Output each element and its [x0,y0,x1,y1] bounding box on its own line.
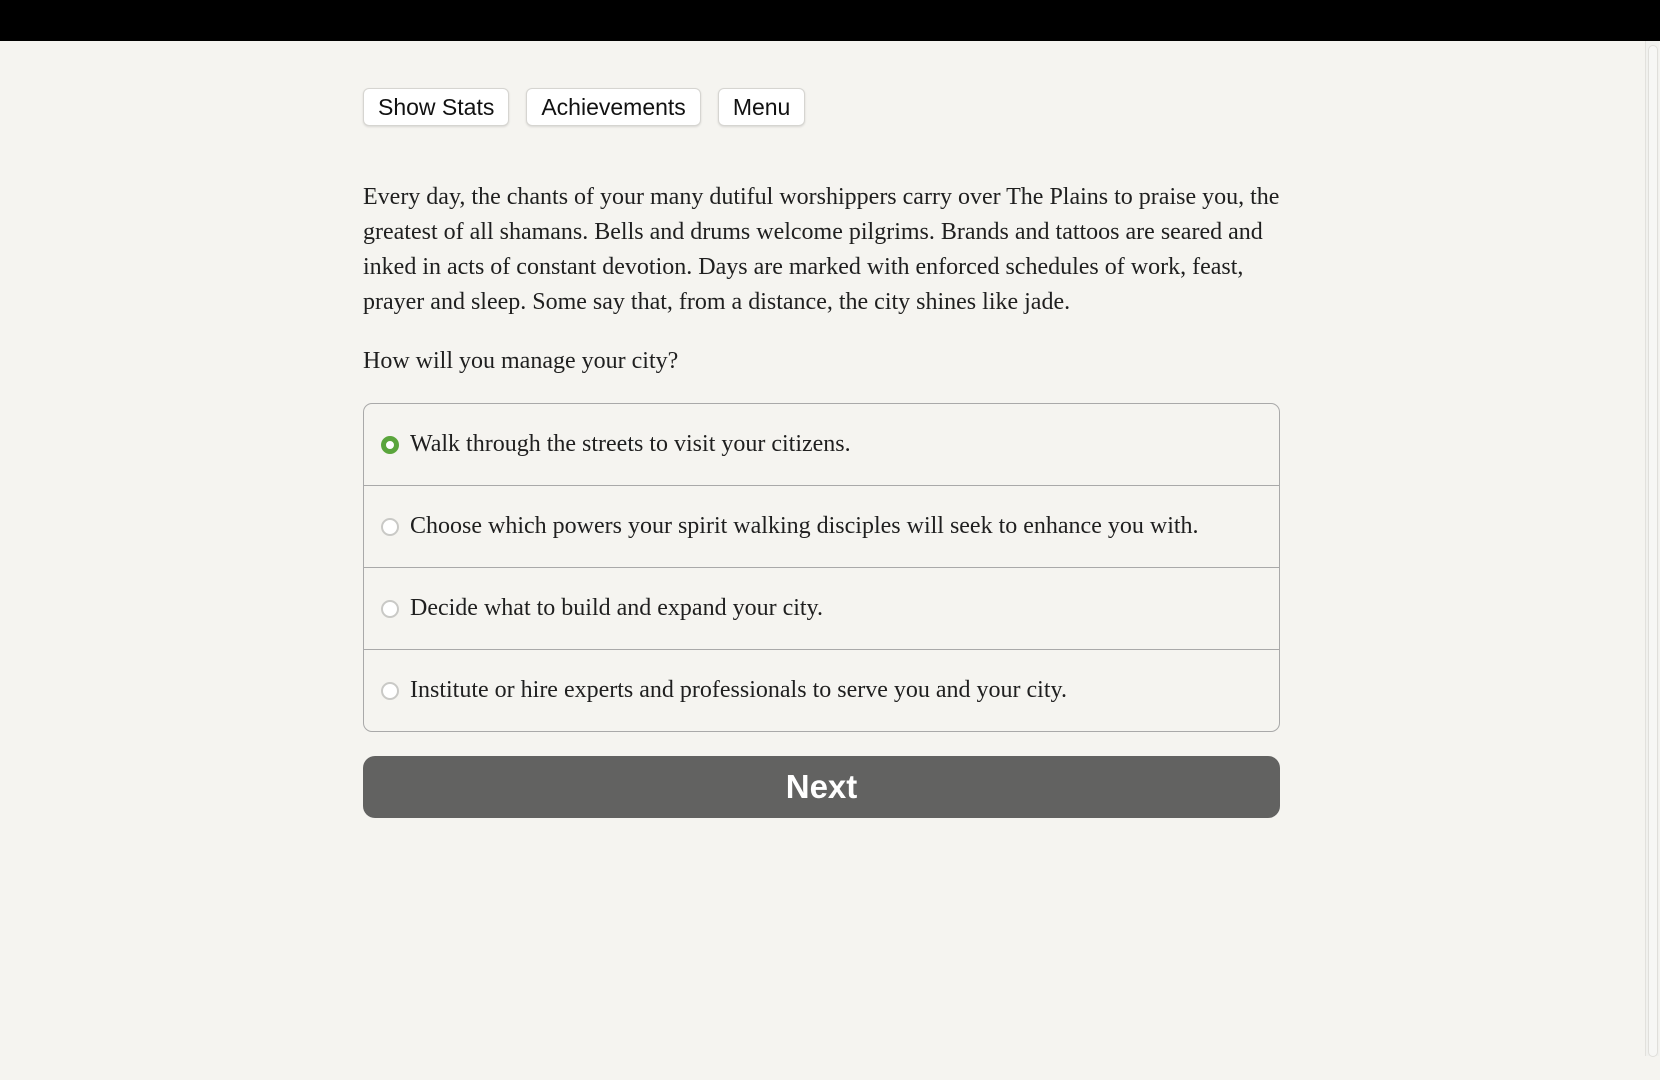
choice-label: Decide what to build and expand your city. [410,595,823,621]
choice-list [363,403,1280,732]
choice-label: Choose which powers your spirit walking disciples will seek to enhance you with. [410,513,1199,539]
choice-option-hire-experts[interactable] [364,649,1279,731]
choice-label: Institute or hire experts and professionals to serve you and your city. [410,677,1067,703]
menu-button[interactable]: Menu [718,88,806,126]
choice-option-enhance-powers[interactable] [364,485,1279,567]
choice-option-visit-citizens[interactable] [364,404,1279,485]
toolbar [363,88,1280,126]
scrollbar-thumb[interactable] [1648,45,1658,1057]
radio-button[interactable] [381,518,399,536]
choice-prompt: How will you manage your city? [363,348,679,374]
choice-label: Walk through the streets to visit your citizens. [410,431,851,457]
radio-button[interactable] [381,600,399,618]
radio-button[interactable] [381,436,399,454]
window-top-bar [0,0,1660,41]
achievements-button[interactable]: Achievements [526,88,700,126]
choice-option-build-city[interactable] [364,567,1279,649]
story-paragraph: Every day, the chants of your many dutiful worshippers carry over The Plains to praise you, the greatest of all shamans. Bells and drums welcome pilgrims. Brands and tattoos are seared and inked in acts of constant devotion. Days are marked with enforced schedules of work, feast, prayer and sleep. Some say that, from a distance, the city shines like jade. [363,184,1280,315]
radio-button[interactable] [381,682,399,700]
show-stats-button[interactable]: Show Stats [363,88,509,126]
game-content [363,88,1280,818]
next-button[interactable]: Next [363,756,1280,818]
